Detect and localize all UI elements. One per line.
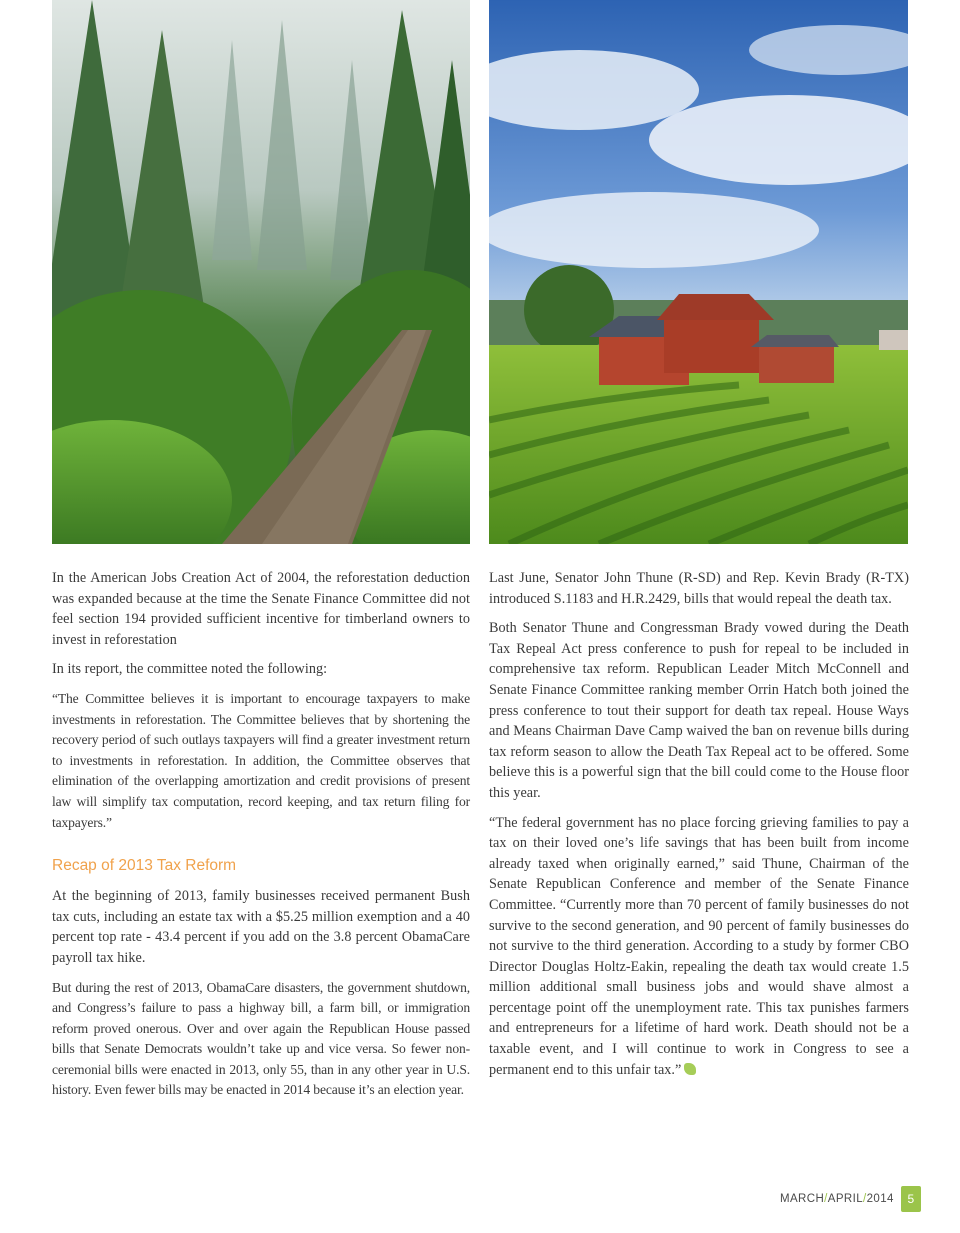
body-paragraph: In the American Jobs Creation Act of 2004, the reforestation deduction was expanded because at the time the Senate Finance Committee did not feel section 194 provided sufficient incentive for timberland owners to invest in reforestation [52, 570, 470, 648]
section-subhead: Recap of 2013 Tax Reform [52, 857, 237, 875]
body-paragraph: Last June, Senator John Thune (R-SD) and Rep. Kevin Brady (R-TX) introduced S.1183 and H.R.2429, bills that would repeal the death tax. [489, 570, 909, 607]
page-footer [780, 1186, 921, 1212]
page-number-badge: 5 [901, 1186, 921, 1212]
committee-quote-paragraph: “The Committee believes it is important to encourage taxpayers to make investments in reforestation. The Committee believes that by shortening the recovery period of such outlays taxpayers will find a greater investment return to investments in reforestation. In addition, the Committee observes that elimination of the overlapping amortization and credit provisions of present law will simplify tax computation, record keeping, and tax return filing for taxpayers.” [52, 690, 470, 830]
left-text-column [52, 568, 470, 1110]
date-separator: / [824, 1193, 828, 1205]
body-paragraph: But during the rest of 2013, ObamaCare disasters, the government shutdown, and Congress’s failure to pass a highway bill, a farm bill, or immigration reform proved onerous. Over and over again the Republican House passed bills that Senate Democrats wouldn’t take up and vice versa. So fewer non-ceremonial bills were enacted in 2013, only 55, than in any other year in U.S. history. Even fewer bills may be enacted in 2014 because it’s an election year. [52, 979, 470, 1098]
issue-date [780, 1193, 894, 1205]
issue-year: 2014 [866, 1193, 894, 1205]
issue-month-2: APRIL [827, 1193, 864, 1205]
leaf-end-icon [684, 1063, 696, 1075]
body-paragraph: At the beginning of 2013, family businesses received permanent Bush tax cuts, including an estate tax with a $5.25 million exemption and a 40 percent top rate - 43.4 percent if you add on the 3.8 percent ObamaCare payroll tax hike. [52, 888, 470, 966]
forest-trail-photo [52, 0, 470, 544]
thune-quote-text: “The federal government has no place forcing grieving families to pay a tax on their loved one’s life savings that has been built from income already taxed when originally earned,” said Thune, Chairman of the Senate Republican Conference and member of the Senate Finance Committee. “Currently more than 70 percent of family businesses do not survive to the second generation, and 90 percent of family businesses do not survive to the third generation. According to a study by former CBO Director Douglas Holtz-Eakin, repealing the death tax would create 1.5 million additional small business jobs and would shave almost a percentage point off the unemployment rate. This tax punishes farmers and entrepreneurs for a lifetime of hard work. Death should not be a taxable event, and I will continue to work in Congress to see a permanent end to this unfair tax.” [489, 814, 909, 1078]
issue-month-1: MARCH [780, 1193, 825, 1205]
barn-field-photo [489, 0, 908, 544]
body-paragraph: In its report, the committee noted the following: [52, 661, 328, 678]
thune-quote-paragraph [489, 813, 909, 1081]
right-text-column [489, 568, 909, 1089]
body-paragraph: Both Senator Thune and Congressman Brady vowed during the Death Tax Repeal Act press conference to push for repeal to be included in comprehensive tax reform. Republican Leader Mitch McConnell and Senate Finance Committee ranking member Orrin Hatch both joined the press conference to tout their support for death tax repeal. House Ways and Means Chairman Dave Camp waived the ban on revenue bills during tax reform season to allow the Death Tax Repeal act to be offered. Some believe this is a powerful sign that the bill could come to the House floor this year. [489, 620, 909, 801]
barn-field-image [489, 0, 908, 544]
date-separator: / [863, 1193, 867, 1205]
forest-trail-image [52, 0, 470, 544]
